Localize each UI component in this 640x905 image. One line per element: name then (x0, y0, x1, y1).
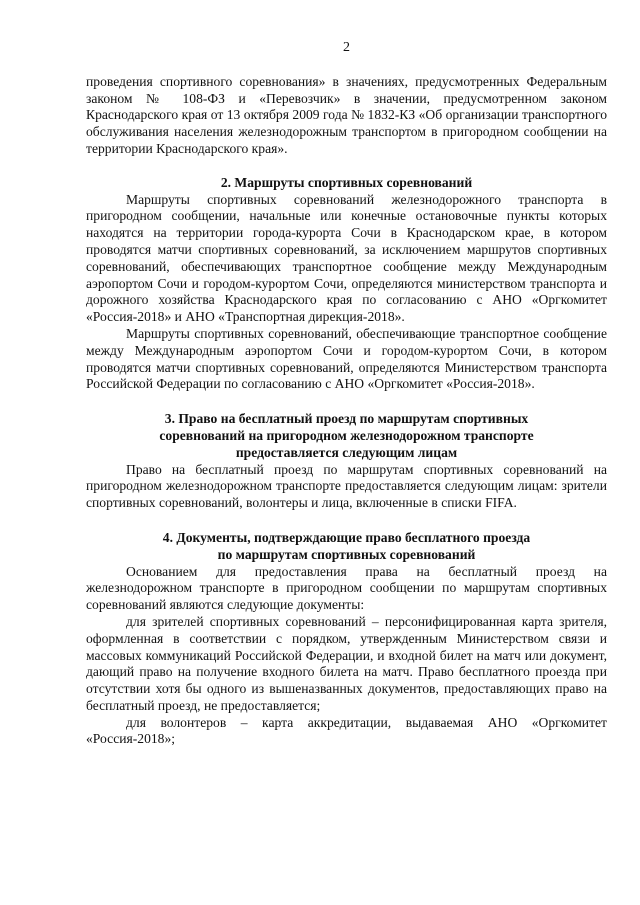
document-page (86, 40, 607, 748)
section-3-title-line-3: предоставляется следующим лицам (235, 444, 458, 460)
section-3-paragraph-1: Право на бесплатный проезд по маршрутам спортивных соревнований на пригородном железнодорожном транспорте предоставляется следующим лицам: зрители спортивных соревнований, волонтеры и лица, включенные в списки FIFA. (86, 461, 607, 511)
section-3-title (86, 411, 607, 461)
section-3-title-line-2: соревнований на пригородном железнодорожном транспорте (159, 427, 534, 443)
section-2-paragraph-1: Маршруты спортивных соревнований железнодорожного транспорта в пригородном сообщении, начальные или конечные остановочные пункты которых находятся на территории города-курорта Сочи в Краснодарском крае, в котором проводятся матчи спортивных соревнований, за исключением маршрутов спортивных соревнований, обеспечивающих транспортное сообщение между Международным аэропортом Сочи и городом-курортом Сочи, определяются министерством транспорта и дорожного хозяйства Краснодарского края по согласованию с АНО «Оргкомитет «Россия-2018» и АНО «Транспортная дирекция-2018». (86, 191, 607, 325)
section-2-paragraph-2: Маршруты спортивных соревнований, обеспечивающие транспортное сообщение между Международным аэропортом Сочи и городом-курортом Сочи, в котором проводятся матчи спортивных соревнований, определяются Министерством транспорта Российской Федерации по согласованию с АНО «Оргкомитет «Россия-2018». (86, 325, 607, 392)
section-2-title: 2. Маршруты спортивных соревнований (220, 174, 473, 190)
section-4-paragraph-1: Основанием для предоставления права на бесплатный проезд на железнодорожном транспорте в пригородном сообщении по маршрутам спортивных соревнований являются следующие документы: (86, 563, 607, 613)
section-4-paragraph-2: для зрителей спортивных соревнований – персонифицированная карта зрителя, оформленная в соответствии с порядком, утвержденным Министерством связи и массовых коммуникаций Российской Федерации, и входной билет на матч или документ, дающий право на получение входного билета на матч. Право бесплатного проезда при отсутствии хотя бы одного из вышеназванных документов, предоставляющих право на бесплатный проезд, не предоставляется; (86, 613, 607, 713)
page-number: 2 (343, 40, 350, 55)
section-4-paragraph-3: для волонтеров – карта аккредитации, выдаваемая АНО «Оргкомитет «Россия-2018»; (86, 714, 607, 747)
section-3-title-line-1: 3. Право на бесплатный проезд по маршрутам спортивных (164, 411, 529, 427)
section-4-title-line-2: по маршрутам спортивных соревнований (217, 546, 476, 562)
section-4-title (86, 530, 607, 564)
intro-paragraph: проведения спортивного соревнования» в значениях, предусмотренных Федеральным законом № 108-ФЗ и «Перевозчик» в значении, предусмотренном законом Краснодарского края от 13 октября 2009 года № 1832-КЗ «Об организации транспортного обслуживания населения железнодорожным транспортом в пригородном сообщении на территории Краснодарского края». (86, 73, 607, 156)
section-4-title-line-1: 4. Документы, подтверждающие право бесплатного проезда (162, 529, 531, 545)
